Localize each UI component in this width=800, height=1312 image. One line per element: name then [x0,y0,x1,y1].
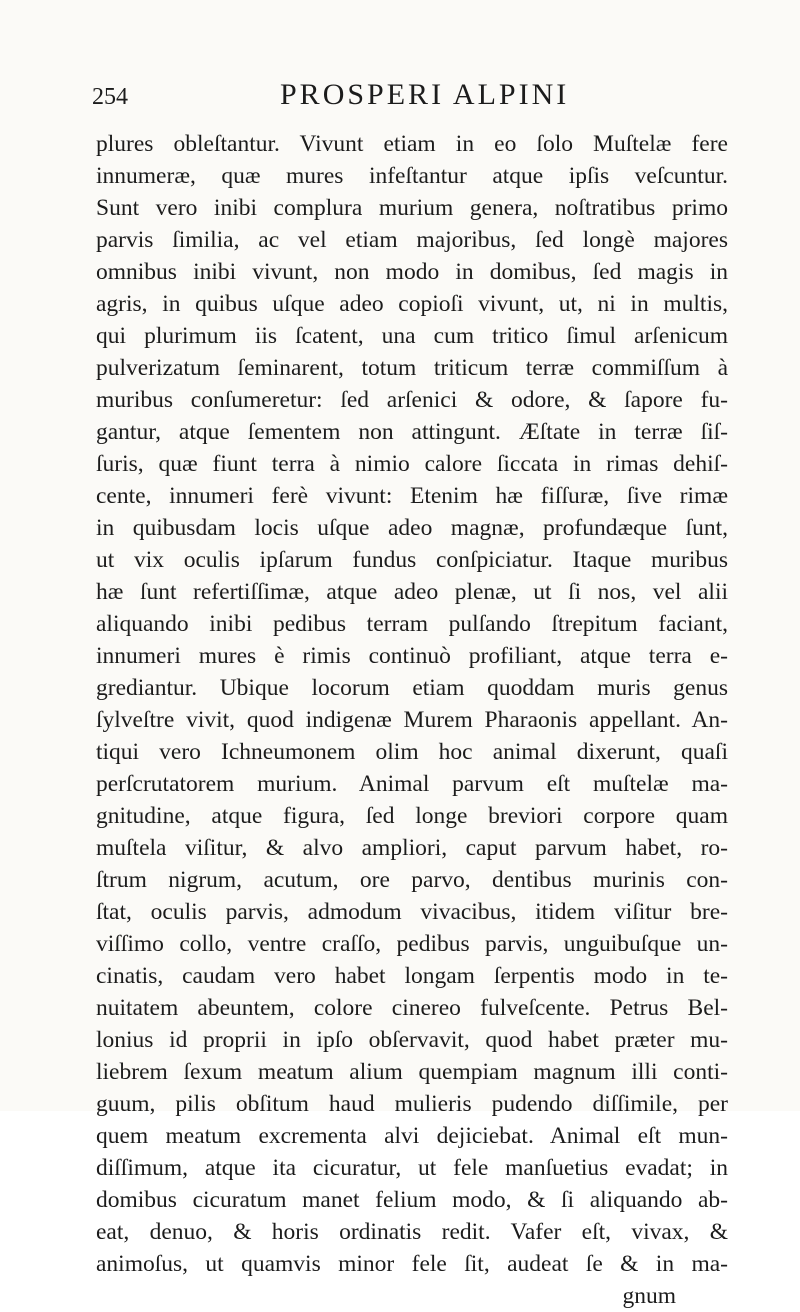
text-line: nuitatem abeuntem, colore cinereo fulveſcente. Petrus Bel- [96,995,728,1021]
text-line: viſſimo collo, ventre craſſo, pedibus parvis, unguibuſque un- [96,931,728,957]
text-line: liebrem ſexum meatum alium quempiam magnum illi conti- [96,1059,728,1085]
text-line: hæ ſunt refertiſſimæ, atque adeo plenæ, ut ſi nos, vel alii [96,579,728,605]
text-line: tiqui vero Ichneumonem olim hoc animal dixerunt, quaſi [96,739,728,765]
text-line: lonius id proprii in ipſo obſervavit, quod habet præter mu- [96,1027,728,1053]
text-line: parvis ſimilia, ac vel etiam majoribus, ſed longè majores [96,227,728,253]
text-line: eat, denuo, & horis ordinatis redit. Vafer eſt, vivax, & [96,1219,728,1245]
text-line: innumeri mures è rimis continuò profiliant, atque terra e- [96,643,728,669]
text-line: diſſimum, atque ita cicuratur, ut fele manſuetius evadat; in [96,1155,728,1181]
text-line: agris, in quibus uſque adeo copioſi vivunt, ut, ni in multis, [96,291,728,317]
text-line: grediantur. Ubique locorum etiam quoddam muris genus [96,675,728,701]
text-line: aliquando inibi pedibus terram pulſando ſtrepitum faciant, [96,611,728,637]
text-line: Sunt vero inibi complura murium genera, noſtratibus primo [96,195,728,221]
text-line: innumeræ, quæ mures infeſtantur atque ipſis veſcuntur. [96,163,728,189]
text-line: guum, pilis obſitum haud mulieris pudendo diſſimile, per [96,1091,728,1117]
body-text [96,128,728,1312]
text-line: quem meatum excrementa alvi dejiciebat. Animal eſt mun- [96,1123,728,1149]
page-header [92,78,732,118]
text-line: ſuris, quæ fiunt terra à nimio calore ſiccata in rimas dehiſ- [96,451,728,477]
text-line: gnum [622,1283,676,1309]
text-line: ut vix oculis ipſarum fundus conſpiciatur. Itaque muribus [96,547,728,573]
text-line: gantur, atque ſementem non attingunt. Æſtate in terræ ſiſ- [96,419,728,445]
text-line: plures obleſtantur. Vivunt etiam in eo ſolo Muſtelæ fere [96,131,728,157]
text-line: cente, innumeri ferè vivunt: Etenim hæ fiſſuræ, ſive rimæ [96,483,728,509]
text-line: pulverizatum ſeminarent, totum triticum terræ commiſſum à [96,355,728,381]
running-head: PROSPERI ALPINI [280,78,570,111]
text-line: qui plurimum iis ſcatent, una cum tritico ſimul arſenicum [96,323,728,349]
text-line: cinatis, caudam vero habet longam ſerpentis modo in te- [96,963,728,989]
text-line: muribus conſumeretur: ſed arſenici & odore, & ſapore fu- [96,387,728,413]
text-line: animoſus, ut quamvis minor fele ſit, audeat ſe & in ma- [96,1251,728,1277]
text-line: domibus cicuratum manet felium modo, & ſi aliquando ab- [96,1187,728,1213]
text-line: muſtela viſitur, & alvo ampliori, caput parvum habet, ro- [96,835,728,861]
text-line: perſcrutatorem murium. Animal parvum eſt muſtelæ ma- [96,771,728,797]
text-line: ſylveſtre vivit, quod indigenæ Murem Pharaonis appellant. An- [96,707,728,733]
text-line: ſtat, oculis parvis, admodum vivacibus, itidem viſitur bre- [96,899,728,925]
text-line: in quibusdam locis uſque adeo magnæ, profundæque ſunt, [96,515,728,541]
text-line: ſtrum nigrum, acutum, ore parvo, dentibus murinis con- [96,867,728,893]
text-line: omnibus inibi vivunt, non modo in domibus, ſed magis in [96,259,728,285]
text-line: gnitudine, atque figura, ſed longe breviori corpore quam [96,803,728,829]
page-number: 254 [92,84,128,110]
